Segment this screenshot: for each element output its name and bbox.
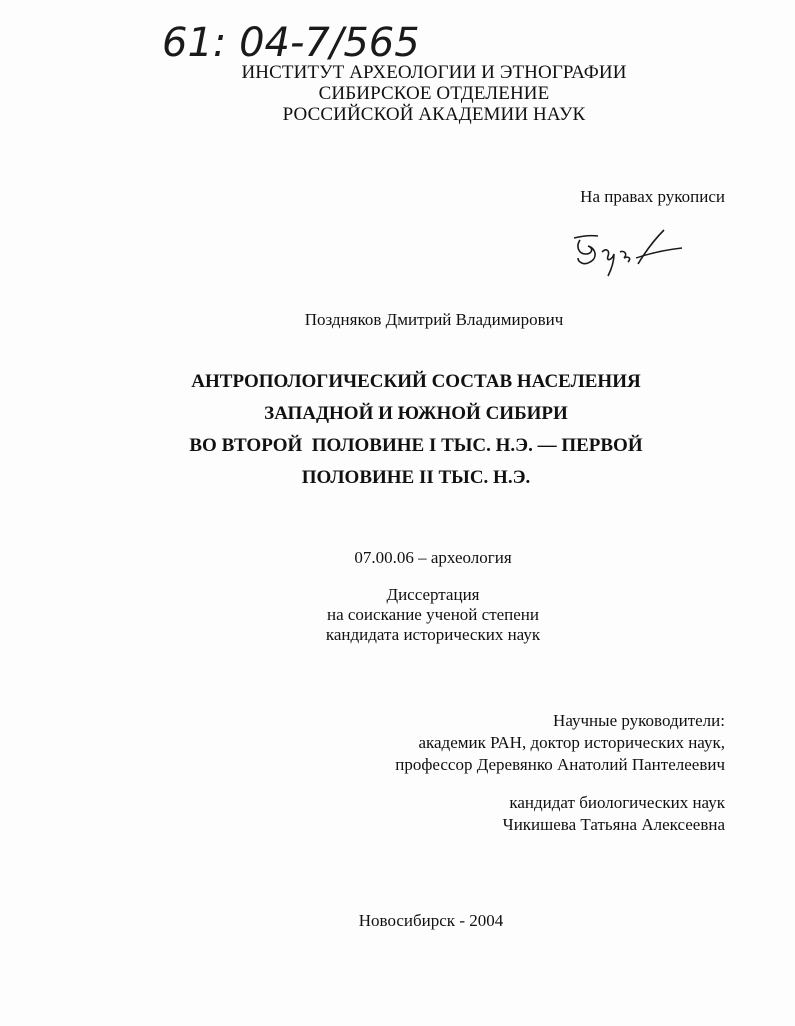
institute-line-2: СИБИРСКОЕ ОТДЕЛЕНИЕ: [318, 83, 550, 104]
advisor-spacer: [395, 776, 725, 792]
advisor-1-name: профессор Деревянко Анатолий Пантелеевич: [395, 755, 725, 774]
advisor-1-title: академик РАН, доктор исторических наук,: [418, 733, 725, 752]
degree-line-2: на соискание ученой степени: [326, 605, 540, 624]
archive-stamp: [160, 14, 430, 66]
institute-line-3: РОССИЙСКОЙ АКАДЕМИИ НАУК: [282, 104, 586, 125]
degree-statement: [0, 585, 795, 645]
advisors-heading: Научные руководители:: [553, 711, 725, 730]
specialty-code: 07.00.06 – археология: [354, 548, 512, 567]
author-name: Поздняков Дмитрий Владимирович: [304, 310, 564, 329]
advisor-2-title: кандидат биологических наук: [509, 793, 725, 812]
dissertation-title: [0, 366, 795, 494]
institute-line-1: ИНСТИТУТ АРХЕОЛОГИИ И ЭТНОГРАФИИ: [241, 62, 627, 83]
degree-line-1: Диссертация: [386, 585, 480, 604]
manuscript-rights-note: На правах рукописи: [580, 187, 725, 206]
stamp-text: 61: 04-7/565: [162, 20, 420, 66]
title-line-2: ЗАПАДНОЙ И ЮЖНОЙ СИБИРИ: [264, 403, 568, 424]
scientific-advisors: [395, 710, 725, 836]
signature-icon: [568, 224, 688, 280]
title-line-1: АНТРОПОЛОГИЧЕСКИЙ СОСТАВ НАСЕЛЕНИЯ: [191, 371, 641, 392]
degree-line-3: кандидата исторических наук: [325, 625, 541, 644]
advisor-2-name: Чикишева Татьяна Алексеевна: [502, 815, 725, 834]
title-line-4: ПОЛОВИНЕ II ТЫС. Н.Э.: [301, 467, 531, 488]
city-and-year: Новосибирск - 2004: [358, 911, 504, 930]
institute-header: [0, 62, 795, 125]
title-line-3: ВО ВТОРОЙ ПОЛОВИНЕ I ТЫС. Н.Э. — ПЕРВОЙ: [189, 435, 643, 456]
handwritten-stamp-icon: [160, 14, 430, 66]
